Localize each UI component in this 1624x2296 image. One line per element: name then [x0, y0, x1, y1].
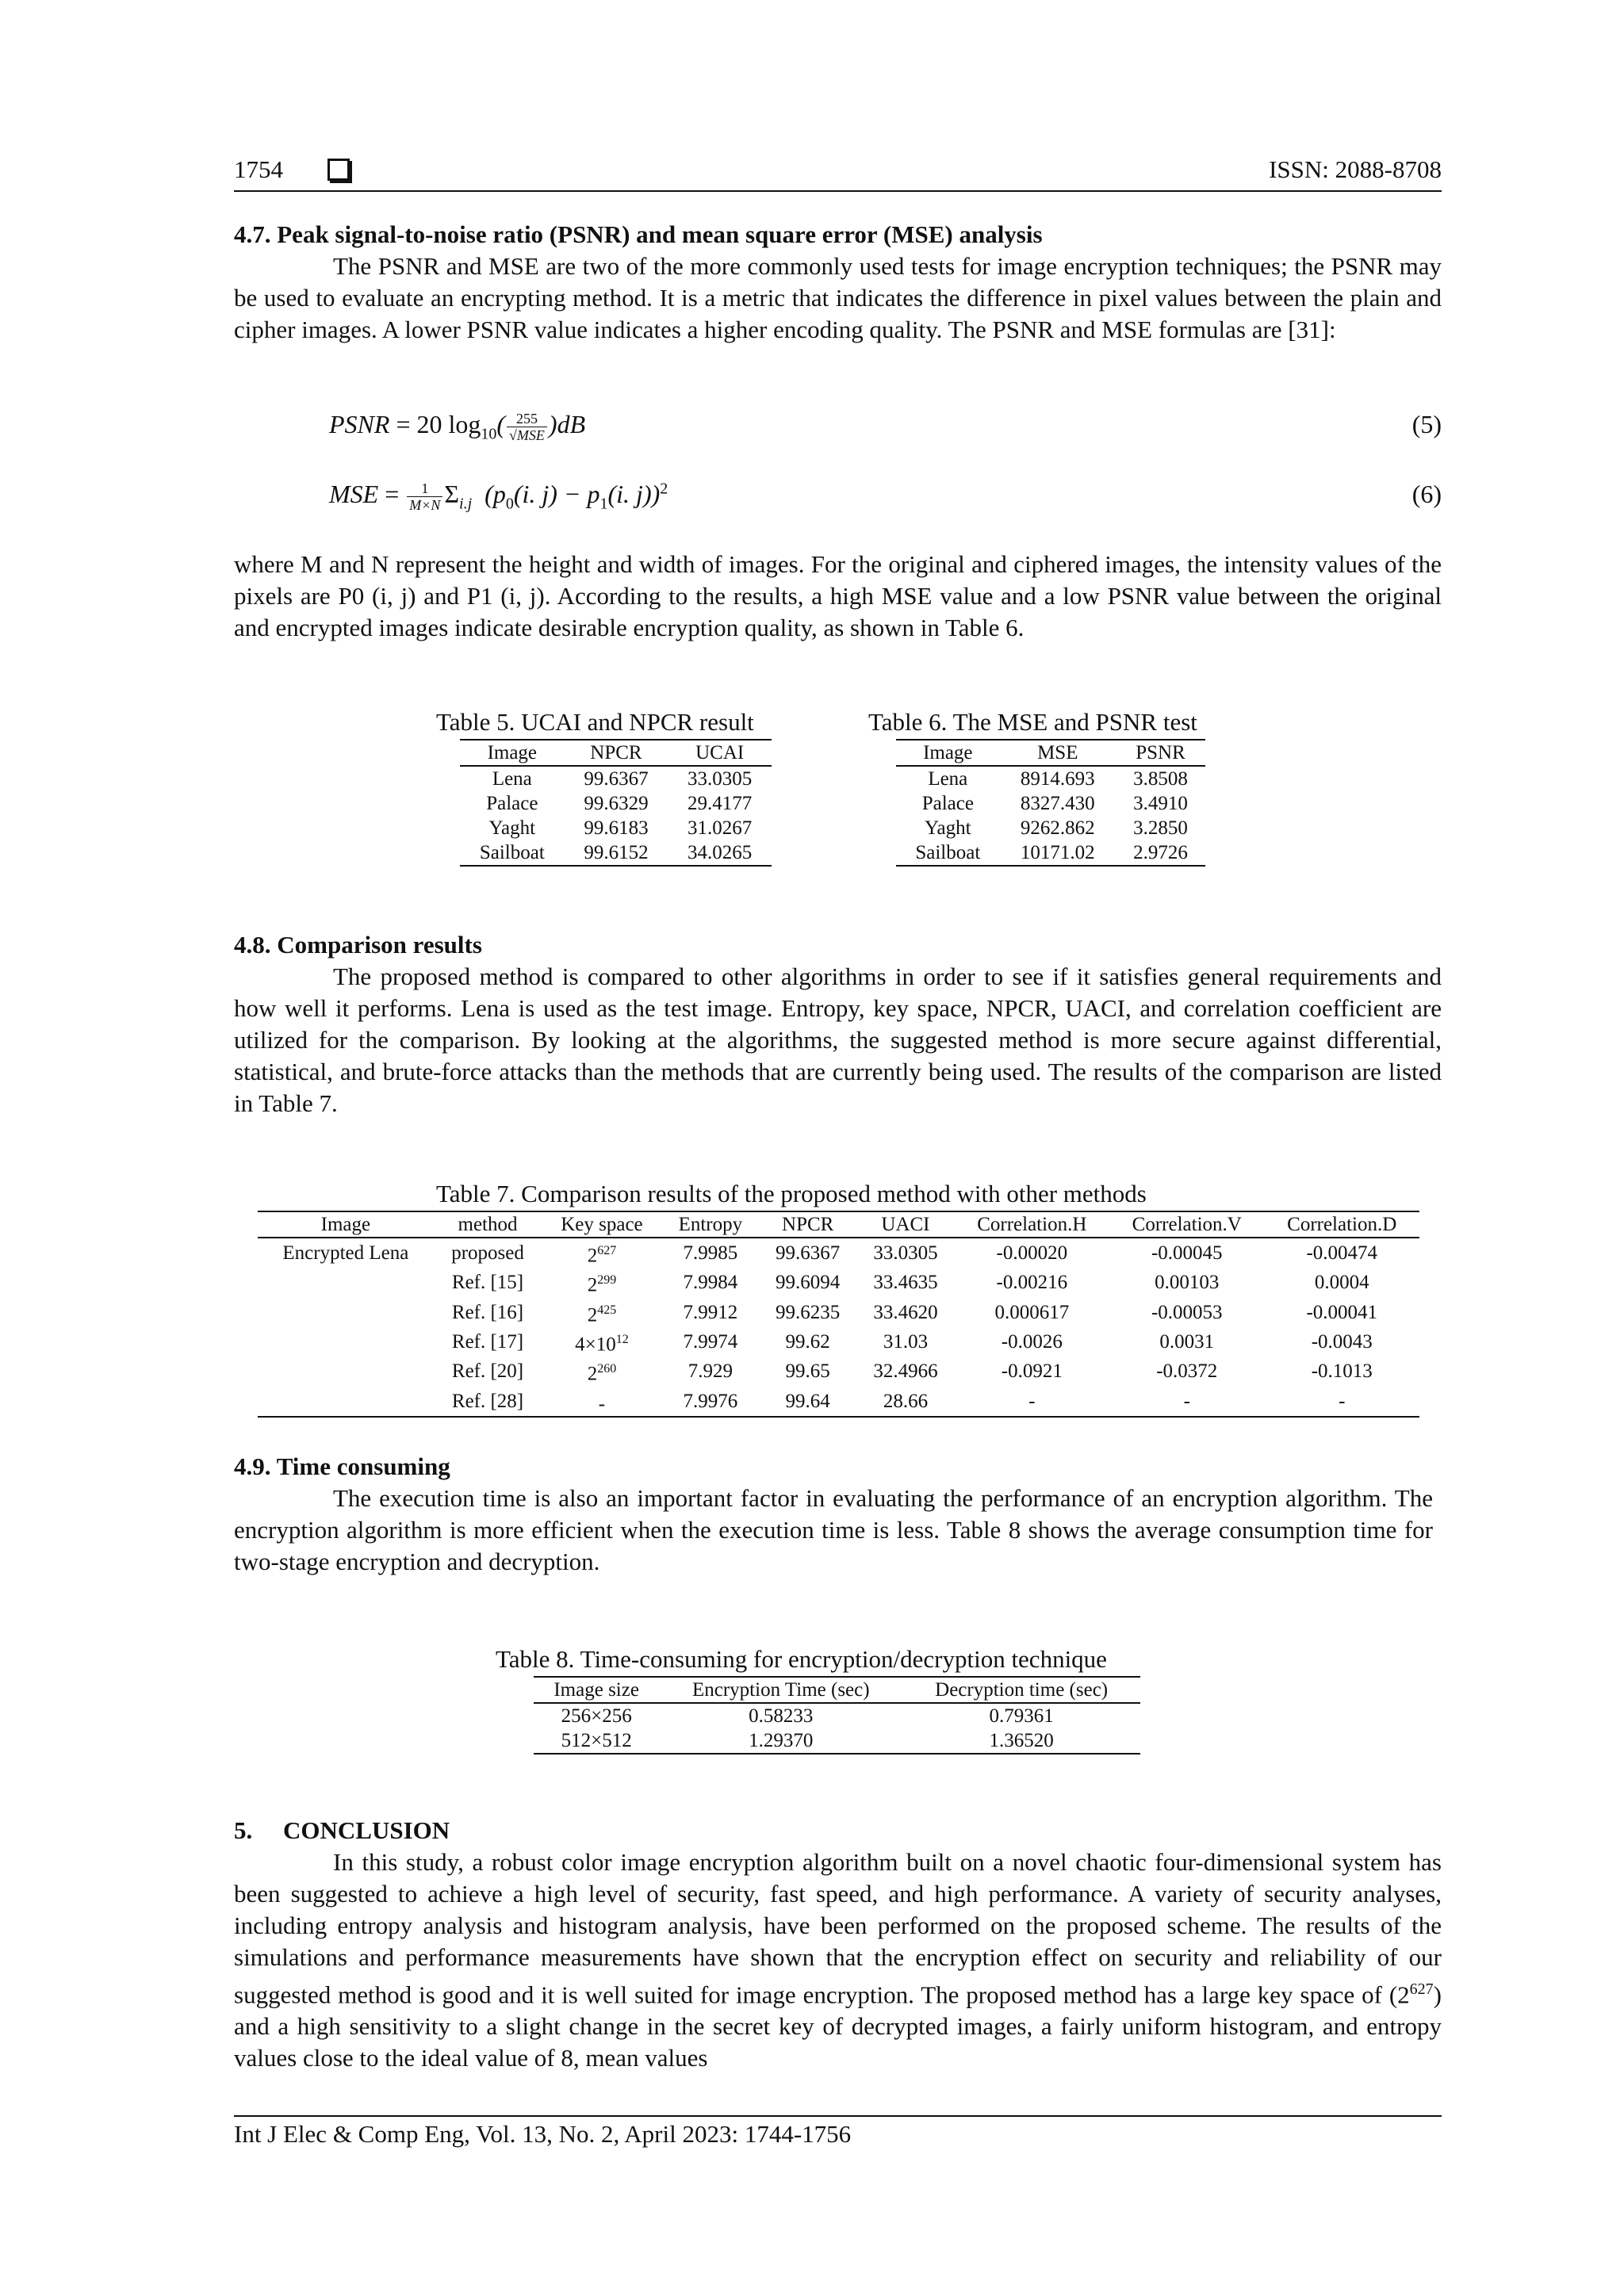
column-header: UCAI — [668, 740, 772, 766]
table-cell: 99.6367 — [584, 768, 649, 790]
table-6 — [896, 739, 1205, 867]
table-cell: 31.03 — [883, 1331, 929, 1353]
table-cell: -0.0921 — [1001, 1360, 1063, 1383]
column-header: Correlation.V — [1109, 1211, 1264, 1238]
table-cell: -0.0372 — [1156, 1360, 1218, 1383]
key-space-base: 2 — [587, 1363, 598, 1385]
table-cell: 33.4620 — [873, 1301, 938, 1323]
table-cell: 33.0305 — [873, 1242, 938, 1265]
equation-6 — [329, 480, 1442, 519]
key-space-cell — [542, 1298, 661, 1327]
table-cell: 99.64 — [759, 1387, 856, 1417]
method-cell: Ref. [16] — [451, 1301, 524, 1323]
table-cell: 99.62 — [785, 1331, 830, 1353]
method-cell: Ref. [20] — [451, 1360, 524, 1383]
table-row — [460, 816, 772, 840]
table-8 — [534, 1676, 1140, 1755]
table-row — [258, 1387, 1419, 1417]
table-cell: 7.929 — [688, 1360, 733, 1383]
table-cell: Lena — [492, 768, 532, 790]
section-4-7 — [234, 219, 1442, 346]
column-header: NPCR — [565, 740, 668, 766]
key-space-exponent: 627 — [1409, 1980, 1434, 1998]
table-cell: -0.1013 — [1311, 1360, 1373, 1383]
equation-6-number: (6) — [1411, 480, 1442, 508]
section-4-7-para1: The PSNR and MSE are two of the more commonly used tests for image encryption techniques; the PSNR may be used to evaluate an encrypting method. It is a metric that indicates the difference in pixel values between the plain and cipher images. A lower PSNR value indicates a higher encoding quality. The PSNR and MSE formulas are [31]: — [234, 252, 1442, 343]
key-space-exponent: 425 — [597, 1303, 617, 1317]
section-4-7-cont — [234, 549, 1442, 644]
table-5-block — [436, 708, 754, 737]
table-row — [258, 1327, 1419, 1357]
section-5 — [234, 1815, 1442, 2074]
column-header: Correlation.H — [955, 1211, 1109, 1238]
method-cell: Ref. [28] — [434, 1387, 542, 1417]
table-cell: -0.00045 — [1151, 1242, 1223, 1265]
table-5-caption: Table 5. UCAI and NPCR result — [436, 708, 754, 736]
table-cell: Palace — [486, 793, 538, 814]
section-5-title: 5. CONCLUSION — [234, 1816, 450, 1844]
key-space-exponent: 299 — [597, 1273, 617, 1288]
table-cell: 31.0267 — [688, 817, 753, 839]
column-header: Image — [896, 740, 1000, 766]
table-cell: 29.4177 — [688, 793, 753, 814]
equation-5 — [329, 410, 1442, 450]
table-cell: Yaght — [488, 817, 536, 839]
table-cell: 99.6235 — [776, 1301, 841, 1323]
key-space-cell — [542, 1387, 661, 1417]
table-cell: Palace — [921, 793, 974, 814]
table-row — [258, 1238, 1419, 1268]
table-cell: Yaght — [925, 817, 971, 839]
table-cell: 1.36520 — [902, 1728, 1140, 1754]
table-cell: 1.29370 — [659, 1728, 902, 1754]
column-header: PSNR — [1116, 740, 1205, 766]
key-space-exponent: 627 — [597, 1244, 617, 1257]
column-header: Image — [460, 740, 565, 766]
column-header: UACI — [856, 1211, 954, 1238]
table-cell: 256×256 — [561, 1705, 632, 1727]
column-header: Entropy — [662, 1211, 759, 1238]
image-label: Encrypted Lena — [282, 1242, 409, 1265]
table-7-caption: Table 7. Comparison results of the proposed method with other methods — [436, 1180, 1147, 1207]
table-cell: Sailboat — [896, 840, 1000, 866]
table-6-block — [868, 708, 1197, 737]
table-cell: 0.58233 — [749, 1705, 814, 1727]
table-cell: 7.9912 — [683, 1301, 738, 1323]
key-space-exponent: 260 — [597, 1362, 617, 1376]
key-space-cell — [542, 1357, 661, 1386]
table-cell: 7.9984 — [683, 1272, 738, 1294]
column-header: Key space — [542, 1211, 661, 1238]
table-cell: -0.00216 — [996, 1272, 1068, 1294]
table-cell: -0.0026 — [1001, 1331, 1063, 1353]
table-8-block — [496, 1645, 1107, 1674]
table-cell: 8327.430 — [1020, 793, 1095, 814]
square-bullet-icon — [327, 159, 350, 181]
table-cell: 7.9974 — [683, 1331, 738, 1353]
table-cell: 33.0305 — [688, 768, 753, 790]
section-4-8 — [234, 929, 1442, 1119]
section-4-8-title: 4.8. Comparison results — [234, 931, 482, 959]
key-space-exponent: 12 — [615, 1332, 629, 1346]
running-header — [234, 155, 1442, 190]
equation-6-formula: MSE = $\frac{1}{M\times N}$ $\Sigma_{i.j}$ ($p_0(i$. $j) - p_1(i$. j))$^2$ — [329, 480, 668, 514]
table-cell: -0.0043 — [1311, 1331, 1373, 1353]
table-cell: 2.9726 — [1116, 840, 1205, 866]
key-space-base: 2 — [587, 1245, 598, 1267]
table-cell: - — [955, 1387, 1109, 1417]
table-row — [896, 816, 1205, 840]
equation-5-formula: PSNR = 20 $\log_{10}$( $\frac{255}{\text{√MSE}}$ )dB — [329, 410, 586, 444]
table-8-caption: Table 8. Time-consuming for encryption/decryption technique — [496, 1645, 1107, 1673]
table-cell: 34.0265 — [668, 840, 772, 866]
key-space-cell — [542, 1268, 661, 1297]
key-space-base: - — [598, 1392, 606, 1414]
table-cell: Lena — [928, 768, 968, 790]
running-footer — [234, 2115, 1442, 2149]
column-header: Image — [258, 1211, 434, 1238]
table-row — [460, 766, 772, 791]
section-4-7-title: 4.7. Peak signal-to-noise ratio (PSNR) and mean square error (MSE) analysis — [234, 220, 1043, 248]
empty-cell — [258, 1357, 434, 1386]
empty-cell — [258, 1387, 434, 1417]
table-cell: -0.00474 — [1306, 1242, 1378, 1265]
header-rule — [234, 190, 1442, 192]
key-space-base: 2 — [587, 1274, 598, 1296]
empty-cell — [258, 1327, 434, 1357]
column-header: NPCR — [759, 1211, 856, 1238]
column-header: method — [434, 1211, 542, 1238]
page-number: 1754 — [234, 155, 283, 183]
table-row — [534, 1728, 1140, 1754]
section-5-para-a: In this study, a robust color image encryption algorithm built on a novel chaotic four-dimensional system has been suggested to achieve a high level of security, fast speed, and high performance. A variety of security analyses, including entropy analysis and histogram analysis, have been performed on the proposed scheme. The results of the simulations and performance measurements have shown that the encryption effect on security and reliability of our suggested method is good and it is well suited for image encryption. The proposed method has a large key space of (2 — [234, 1848, 1442, 2009]
column-header: Correlation.D — [1264, 1211, 1419, 1238]
column-header: MSE — [1000, 740, 1116, 766]
table-cell: 0.000617 — [994, 1301, 1070, 1323]
table-row — [896, 791, 1205, 816]
table-cell: 99.65 — [785, 1360, 830, 1383]
table-cell: 99.6183 — [584, 817, 649, 839]
column-header: Decryption time (sec) — [902, 1677, 1140, 1703]
table-cell: 0.00103 — [1155, 1272, 1220, 1294]
table-cell: 512×512 — [534, 1728, 659, 1754]
table-cell: 32.4966 — [873, 1360, 938, 1383]
table-row — [258, 1357, 1419, 1386]
method-cell: proposed — [451, 1242, 524, 1265]
footer-rule — [234, 2115, 1442, 2117]
table-cell: 33.4635 — [873, 1272, 938, 1294]
section-4-9-para: The execution time is also an important factor in evaluating the performance of an encryption algorithm. The encryption algorithm is more efficient when the execution time is less. Table 8 shows the average consumption time for two-stage encryption and decryption. — [234, 1484, 1433, 1575]
table-row — [896, 840, 1205, 866]
empty-cell — [258, 1268, 434, 1297]
table-cell: 99.6152 — [565, 840, 668, 866]
section-5-para — [234, 1846, 1442, 2074]
table-cell: 7.9985 — [683, 1242, 738, 1265]
method-cell: Ref. [15] — [451, 1272, 524, 1294]
table-cell: 99.6367 — [776, 1242, 841, 1265]
equation-5-number: (5) — [1411, 410, 1442, 438]
table-row — [258, 1268, 1419, 1297]
table-row — [258, 1298, 1419, 1327]
section-4-9-title: 4.9. Time consuming — [234, 1452, 450, 1480]
key-space-base: 4×10 — [575, 1334, 616, 1356]
table-cell: 3.4910 — [1133, 793, 1188, 814]
table-cell: 3.2850 — [1133, 817, 1188, 839]
section-4-7-para2: where M and N represent the height and width of images. For the original and ciphered images, the intensity values of the pixels are P0 (i, j) and P1 (i, j). According to the results, a high MSE value and a low PSNR value between the original and encrypted images indicate desirable encryption quality, as shown in Table 6. — [234, 550, 1442, 641]
table-row — [896, 766, 1205, 791]
table-row — [460, 791, 772, 816]
table-6-caption: Table 6. The MSE and PSNR test — [868, 708, 1197, 736]
table-cell: -0.00020 — [996, 1242, 1068, 1265]
table-cell: Sailboat — [460, 840, 565, 866]
empty-cell — [258, 1298, 434, 1327]
table-cell: 3.8508 — [1133, 768, 1188, 790]
table-cell: - — [1109, 1387, 1264, 1417]
table-cell: 28.66 — [856, 1387, 954, 1417]
key-space-cell — [542, 1238, 661, 1268]
method-cell: Ref. [17] — [451, 1331, 524, 1353]
section-4-9 — [234, 1451, 1442, 1578]
column-header: Encryption Time (sec) — [659, 1677, 902, 1703]
key-space-base: 2 — [587, 1303, 598, 1326]
table-cell: 8914.693 — [1020, 768, 1095, 790]
table-cell: -0.00053 — [1151, 1301, 1223, 1323]
table-cell: 0.0004 — [1314, 1272, 1369, 1294]
table-cell: 7.9976 — [662, 1387, 759, 1417]
section-5-para-b: ) and a high sensitivity to a slight change in the secret key of decrypted images, a fairly uniform histogram, and entropy values close to the ideal value of 8, mean values — [234, 1980, 1442, 2072]
table-cell: 99.6094 — [776, 1272, 841, 1294]
table-cell: 0.79361 — [989, 1705, 1054, 1727]
table-7-block — [436, 1180, 1147, 1208]
table-7 — [258, 1211, 1419, 1418]
key-space-cell — [542, 1327, 661, 1357]
table-row — [460, 840, 772, 866]
table-cell: - — [1264, 1387, 1419, 1417]
table-row — [534, 1703, 1140, 1728]
table-cell: -0.00041 — [1306, 1301, 1378, 1323]
section-4-8-para: The proposed method is compared to other algorithms in order to see if it satisfies general requirements and how well it performs. Lena is used as the test image. Entropy, key space, NPCR, UACI, and correlation coefficient are utilized for the comparison. By looking at the algorithms, the suggested method is more secure against differential, statistical, and brute-force attacks than the methods that are currently being used. The results of the comparison are listed in Table 7. — [234, 962, 1442, 1117]
footer-citation: Int J Elec & Comp Eng, Vol. 13, No. 2, April 2023: 1744-1756 — [234, 2120, 852, 2148]
table-5 — [460, 739, 772, 867]
table-cell: 9262.862 — [1020, 817, 1095, 839]
table-cell: 99.6329 — [584, 793, 649, 814]
table-cell: 10171.02 — [1000, 840, 1116, 866]
issn: ISSN: 2088-8708 — [1269, 155, 1442, 183]
column-header: Image size — [534, 1677, 659, 1703]
table-cell: 0.0031 — [1159, 1331, 1215, 1353]
